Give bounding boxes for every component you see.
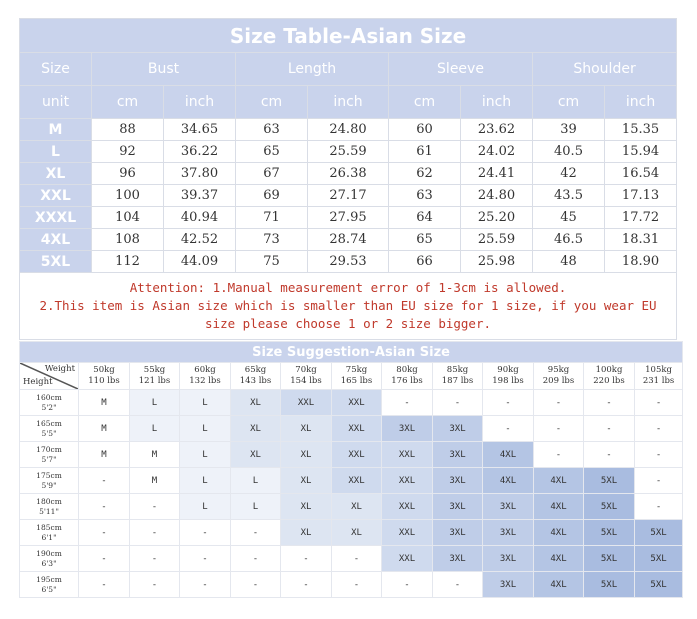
- height-row: [20, 416, 683, 442]
- suggested-size-cell: 5XL: [635, 546, 683, 572]
- suggested-size-cell: -: [180, 520, 231, 546]
- measurement-cell: 25.20: [461, 207, 533, 229]
- suggested-size-cell: M: [79, 416, 130, 442]
- size-row: [20, 185, 677, 207]
- size-label: L: [20, 141, 92, 163]
- suggested-size-cell: -: [483, 416, 534, 442]
- height-row: [20, 546, 683, 572]
- measurement-group-header: Shoulder: [533, 53, 677, 86]
- weight-kg: 80kg: [396, 365, 418, 375]
- measurement-cell: 108: [92, 229, 164, 251]
- suggested-size-cell: -: [79, 494, 130, 520]
- suggested-size-cell: 4XL: [534, 546, 584, 572]
- suggested-size-cell: M: [79, 442, 130, 468]
- measurement-cell: 39: [533, 119, 605, 141]
- suggested-size-cell: L: [130, 416, 180, 442]
- suggested-size-cell: 5XL: [584, 468, 635, 494]
- weight-header: [281, 363, 332, 390]
- height-ft: 5'5": [41, 428, 57, 438]
- weight-lbs: 187 lbs: [441, 376, 474, 386]
- weight-lbs: 176 lbs: [391, 376, 423, 386]
- suggested-size-cell: -: [382, 390, 433, 416]
- suggested-size-cell: -: [180, 572, 231, 598]
- measurement-cell: 63: [389, 185, 461, 207]
- suggested-size-cell: M: [130, 442, 180, 468]
- height-cm: 195cm: [36, 574, 62, 584]
- suggested-size-cell: XXL: [382, 494, 433, 520]
- suggested-size-cell: -: [130, 494, 180, 520]
- suggested-size-cell: 3XL: [483, 520, 534, 546]
- weight-header: [130, 363, 180, 390]
- unit-row-header: unit: [20, 86, 92, 119]
- size-row: [20, 163, 677, 185]
- suggested-size-cell: -: [79, 468, 130, 494]
- weight-axis-label: Weight: [44, 364, 75, 374]
- weight-header: [584, 363, 635, 390]
- unit-header: cm: [92, 86, 164, 119]
- height-ft: 6'1": [41, 532, 57, 542]
- weight-kg: 70kg: [295, 365, 317, 375]
- measurement-cell: 45: [533, 207, 605, 229]
- weight-kg: 65kg: [244, 365, 267, 375]
- measurement-cell: 40.94: [164, 207, 236, 229]
- unit-header: inch: [164, 86, 236, 119]
- suggested-size-cell: -: [635, 416, 683, 442]
- suggested-size-cell: XXL: [332, 416, 382, 442]
- size-label: XXL: [20, 185, 92, 207]
- suggested-size-cell: M: [79, 390, 130, 416]
- height-header: [20, 468, 79, 494]
- suggested-size-cell: -: [635, 468, 683, 494]
- measurement-cell: 44.09: [164, 251, 236, 273]
- suggested-size-cell: XXL: [382, 546, 433, 572]
- weight-header: [382, 363, 433, 390]
- measurement-cell: 75: [236, 251, 308, 273]
- height-cm: 185cm: [36, 522, 62, 532]
- measurement-cell: 24.41: [461, 163, 533, 185]
- size-row: [20, 229, 677, 251]
- measurement-group-header: Bust: [92, 53, 236, 86]
- suggested-size-cell: 5XL: [584, 546, 635, 572]
- weight-lbs: 132 lbs: [189, 376, 221, 386]
- measurement-cell: 62: [389, 163, 461, 185]
- size-row: [20, 141, 677, 163]
- suggested-size-cell: L: [180, 494, 231, 520]
- suggested-size-cell: 5XL: [635, 572, 683, 598]
- height-header: [20, 520, 79, 546]
- suggested-size-cell: -: [180, 546, 231, 572]
- measurement-cell: 27.17: [308, 185, 389, 207]
- suggested-size-cell: -: [79, 520, 130, 546]
- suggested-size-cell: XL: [281, 416, 332, 442]
- suggested-size-cell: -: [281, 572, 332, 598]
- height-header: [20, 416, 79, 442]
- measurement-cell: 100: [92, 185, 164, 207]
- suggested-size-cell: 3XL: [483, 572, 534, 598]
- height-header: [20, 390, 79, 416]
- weight-kg: 55kg: [143, 365, 166, 375]
- suggested-size-cell: XXL: [332, 468, 382, 494]
- size-suggestion-table: [19, 341, 683, 598]
- size-label: 5XL: [20, 251, 92, 273]
- measurement-cell: 16.54: [605, 163, 677, 185]
- suggested-size-cell: 5XL: [584, 494, 635, 520]
- height-header: [20, 494, 79, 520]
- measurement-cell: 28.74: [308, 229, 389, 251]
- weight-lbs: 154 lbs: [290, 376, 322, 386]
- suggested-size-cell: -: [534, 416, 584, 442]
- weight-kg: 85kg: [446, 365, 469, 375]
- suggested-size-cell: XL: [231, 390, 281, 416]
- height-ft: 6'3": [41, 558, 57, 568]
- measurement-cell: 24.02: [461, 141, 533, 163]
- height-cm: 160cm: [36, 392, 62, 402]
- suggested-size-cell: 4XL: [534, 468, 584, 494]
- suggested-size-cell: 4XL: [534, 494, 584, 520]
- weight-header: [635, 363, 683, 390]
- suggested-size-cell: 5XL: [584, 572, 635, 598]
- suggested-size-cell: 3XL: [433, 416, 483, 442]
- weight-header: [79, 363, 130, 390]
- suggested-size-cell: -: [130, 572, 180, 598]
- suggested-size-cell: L: [180, 390, 231, 416]
- size-column-header: Size: [20, 53, 92, 86]
- unit-header: cm: [533, 86, 605, 119]
- suggested-size-cell: -: [332, 572, 382, 598]
- suggested-size-cell: XL: [231, 416, 281, 442]
- weight-header: [332, 363, 382, 390]
- suggested-size-cell: L: [231, 494, 281, 520]
- suggested-size-cell: -: [79, 572, 130, 598]
- weight-lbs: 198 lbs: [492, 376, 524, 386]
- suggested-size-cell: L: [180, 442, 231, 468]
- suggested-size-cell: -: [584, 390, 635, 416]
- measurement-cell: 46.5: [533, 229, 605, 251]
- suggestion-table-title: Size Suggestion-Asian Size: [20, 342, 683, 363]
- measurement-cell: 42: [533, 163, 605, 185]
- weight-header: [534, 363, 584, 390]
- unit-header: inch: [308, 86, 389, 119]
- suggested-size-cell: 4XL: [534, 572, 584, 598]
- height-ft: 6'5": [41, 584, 57, 594]
- height-ft: 5'9": [41, 480, 57, 490]
- measurement-cell: 27.95: [308, 207, 389, 229]
- measurement-cell: 17.13: [605, 185, 677, 207]
- suggested-size-cell: -: [79, 546, 130, 572]
- measurement-cell: 42.52: [164, 229, 236, 251]
- suggested-size-cell: -: [483, 390, 534, 416]
- suggested-size-cell: 4XL: [483, 468, 534, 494]
- suggested-size-cell: 3XL: [483, 494, 534, 520]
- measurement-cell: 39.37: [164, 185, 236, 207]
- measurement-cell: 18.90: [605, 251, 677, 273]
- measurement-cell: 92: [92, 141, 164, 163]
- height-ft: 5'7": [41, 454, 57, 464]
- suggested-size-cell: XL: [281, 442, 332, 468]
- suggested-size-cell: -: [534, 390, 584, 416]
- size-table: [19, 18, 677, 340]
- measurement-cell: 17.72: [605, 207, 677, 229]
- suggested-size-cell: 3XL: [433, 442, 483, 468]
- suggested-size-cell: XXL: [281, 390, 332, 416]
- measurement-cell: 25.98: [461, 251, 533, 273]
- suggested-size-cell: XXL: [332, 390, 382, 416]
- measurement-cell: 64: [389, 207, 461, 229]
- unit-header: inch: [605, 86, 677, 119]
- suggested-size-cell: XXL: [382, 520, 433, 546]
- weight-lbs: 231 lbs: [642, 376, 675, 386]
- measurement-cell: 66: [389, 251, 461, 273]
- height-ft: 5'11": [39, 506, 59, 516]
- suggested-size-cell: -: [635, 494, 683, 520]
- measurement-cell: 34.65: [164, 119, 236, 141]
- suggested-size-cell: 3XL: [433, 546, 483, 572]
- suggested-size-cell: 3XL: [433, 468, 483, 494]
- suggested-size-cell: -: [584, 416, 635, 442]
- height-header: [20, 572, 79, 598]
- suggested-size-cell: 3XL: [483, 546, 534, 572]
- weight-kg: 95kg: [547, 365, 570, 375]
- suggested-size-cell: 3XL: [433, 494, 483, 520]
- suggested-size-cell: L: [130, 390, 180, 416]
- suggested-size-cell: -: [332, 546, 382, 572]
- measurement-group-header: Length: [236, 53, 389, 86]
- suggested-size-cell: -: [534, 442, 584, 468]
- suggested-size-cell: XL: [332, 520, 382, 546]
- measurement-cell: 63: [236, 119, 308, 141]
- measurement-cell: 88: [92, 119, 164, 141]
- suggested-size-cell: 3XL: [433, 520, 483, 546]
- measurement-cell: 104: [92, 207, 164, 229]
- weight-header: [433, 363, 483, 390]
- size-label: XXXL: [20, 207, 92, 229]
- weight-lbs: 220 lbs: [593, 376, 625, 386]
- measurement-cell: 71: [236, 207, 308, 229]
- suggested-size-cell: -: [635, 442, 683, 468]
- weight-kg: 105kg: [645, 365, 672, 375]
- attention-note: [20, 273, 677, 340]
- suggested-size-cell: -: [433, 572, 483, 598]
- measurement-group-header: Sleeve: [389, 53, 533, 86]
- suggested-size-cell: XL: [231, 442, 281, 468]
- size-table-title: Size Table-Asian Size: [20, 19, 677, 53]
- size-row: [20, 251, 677, 273]
- height-cm: 165cm: [36, 418, 62, 428]
- suggested-size-cell: -: [433, 390, 483, 416]
- suggested-size-cell: -: [130, 546, 180, 572]
- measurement-cell: 112: [92, 251, 164, 273]
- measurement-cell: 61: [389, 141, 461, 163]
- suggested-size-cell: -: [130, 520, 180, 546]
- height-header: [20, 546, 79, 572]
- suggested-size-cell: -: [382, 572, 433, 598]
- weight-lbs: 209 lbs: [542, 376, 575, 386]
- suggested-size-cell: XL: [281, 468, 332, 494]
- height-ft: 5'2": [41, 402, 57, 412]
- suggested-size-cell: XL: [281, 520, 332, 546]
- measurement-cell: 43.5: [533, 185, 605, 207]
- suggested-size-cell: L: [231, 468, 281, 494]
- weight-header: [180, 363, 231, 390]
- suggested-size-cell: XL: [332, 494, 382, 520]
- weight-lbs: 121 lbs: [138, 376, 171, 386]
- suggested-size-cell: 3XL: [382, 416, 433, 442]
- size-row: [20, 207, 677, 229]
- size-row: [20, 119, 677, 141]
- suggested-size-cell: 5XL: [635, 520, 683, 546]
- suggested-size-cell: -: [281, 546, 332, 572]
- measurement-cell: 65: [389, 229, 461, 251]
- measurement-cell: 18.31: [605, 229, 677, 251]
- weight-header: [483, 363, 534, 390]
- suggested-size-cell: XXL: [382, 442, 433, 468]
- measurement-cell: 60: [389, 119, 461, 141]
- attention-line: 2.This item is Asian size which is smaller than EU size for 1 size, if you wear EU size please choose 1 or 2 size bigger.: [39, 298, 657, 331]
- weight-kg: 75kg: [345, 365, 368, 375]
- measurement-cell: 25.59: [461, 229, 533, 251]
- height-row: [20, 494, 683, 520]
- measurement-cell: 69: [236, 185, 308, 207]
- suggested-size-cell: L: [180, 468, 231, 494]
- weight-header: [231, 363, 281, 390]
- measurement-cell: 23.62: [461, 119, 533, 141]
- weight-lbs: 165 lbs: [340, 376, 373, 386]
- weight-kg: 90kg: [497, 365, 519, 375]
- suggested-size-cell: 4XL: [483, 442, 534, 468]
- height-cm: 170cm: [36, 444, 62, 454]
- measurement-cell: 25.59: [308, 141, 389, 163]
- measurement-cell: 73: [236, 229, 308, 251]
- weight-lbs: 143 lbs: [239, 376, 272, 386]
- suggested-size-cell: -: [635, 390, 683, 416]
- measurement-cell: 26.38: [308, 163, 389, 185]
- measurement-cell: 67: [236, 163, 308, 185]
- height-cm: 190cm: [36, 548, 62, 558]
- suggested-size-cell: 4XL: [534, 520, 584, 546]
- measurement-cell: 40.5: [533, 141, 605, 163]
- suggested-size-cell: -: [231, 520, 281, 546]
- suggested-size-cell: L: [180, 416, 231, 442]
- height-row: [20, 572, 683, 598]
- height-cm: 180cm: [36, 496, 62, 506]
- height-row: [20, 520, 683, 546]
- size-label: XL: [20, 163, 92, 185]
- measurement-cell: 37.80: [164, 163, 236, 185]
- height-cm: 175cm: [36, 470, 62, 480]
- height-row: [20, 390, 683, 416]
- height-header: [20, 442, 79, 468]
- suggested-size-cell: 5XL: [584, 520, 635, 546]
- measurement-cell: 29.53: [308, 251, 389, 273]
- measurement-cell: 48: [533, 251, 605, 273]
- suggested-size-cell: M: [130, 468, 180, 494]
- measurement-cell: 65: [236, 141, 308, 163]
- attention-line: Attention: 1.Manual measurement error of 1-3cm is allowed.: [129, 280, 567, 295]
- measurement-cell: 24.80: [461, 185, 533, 207]
- suggested-size-cell: XXL: [332, 442, 382, 468]
- weight-kg: 100kg: [595, 365, 623, 375]
- suggested-size-cell: -: [231, 572, 281, 598]
- height-row: [20, 468, 683, 494]
- suggested-size-cell: XXL: [382, 468, 433, 494]
- weight-kg: 60kg: [194, 365, 216, 375]
- measurement-cell: 36.22: [164, 141, 236, 163]
- measurement-cell: 15.94: [605, 141, 677, 163]
- suggested-size-cell: -: [231, 546, 281, 572]
- weight-lbs: 110 lbs: [88, 376, 120, 386]
- measurement-cell: 24.80: [308, 119, 389, 141]
- unit-header: cm: [236, 86, 308, 119]
- size-label: M: [20, 119, 92, 141]
- unit-header: cm: [389, 86, 461, 119]
- unit-header: inch: [461, 86, 533, 119]
- height-row: [20, 442, 683, 468]
- weight-height-corner: [20, 363, 79, 390]
- weight-kg: 50kg: [93, 365, 115, 375]
- measurement-cell: 96: [92, 163, 164, 185]
- suggested-size-cell: XL: [281, 494, 332, 520]
- measurement-cell: 15.35: [605, 119, 677, 141]
- height-axis-label: Height: [23, 377, 53, 387]
- size-label: 4XL: [20, 229, 92, 251]
- suggested-size-cell: -: [584, 442, 635, 468]
